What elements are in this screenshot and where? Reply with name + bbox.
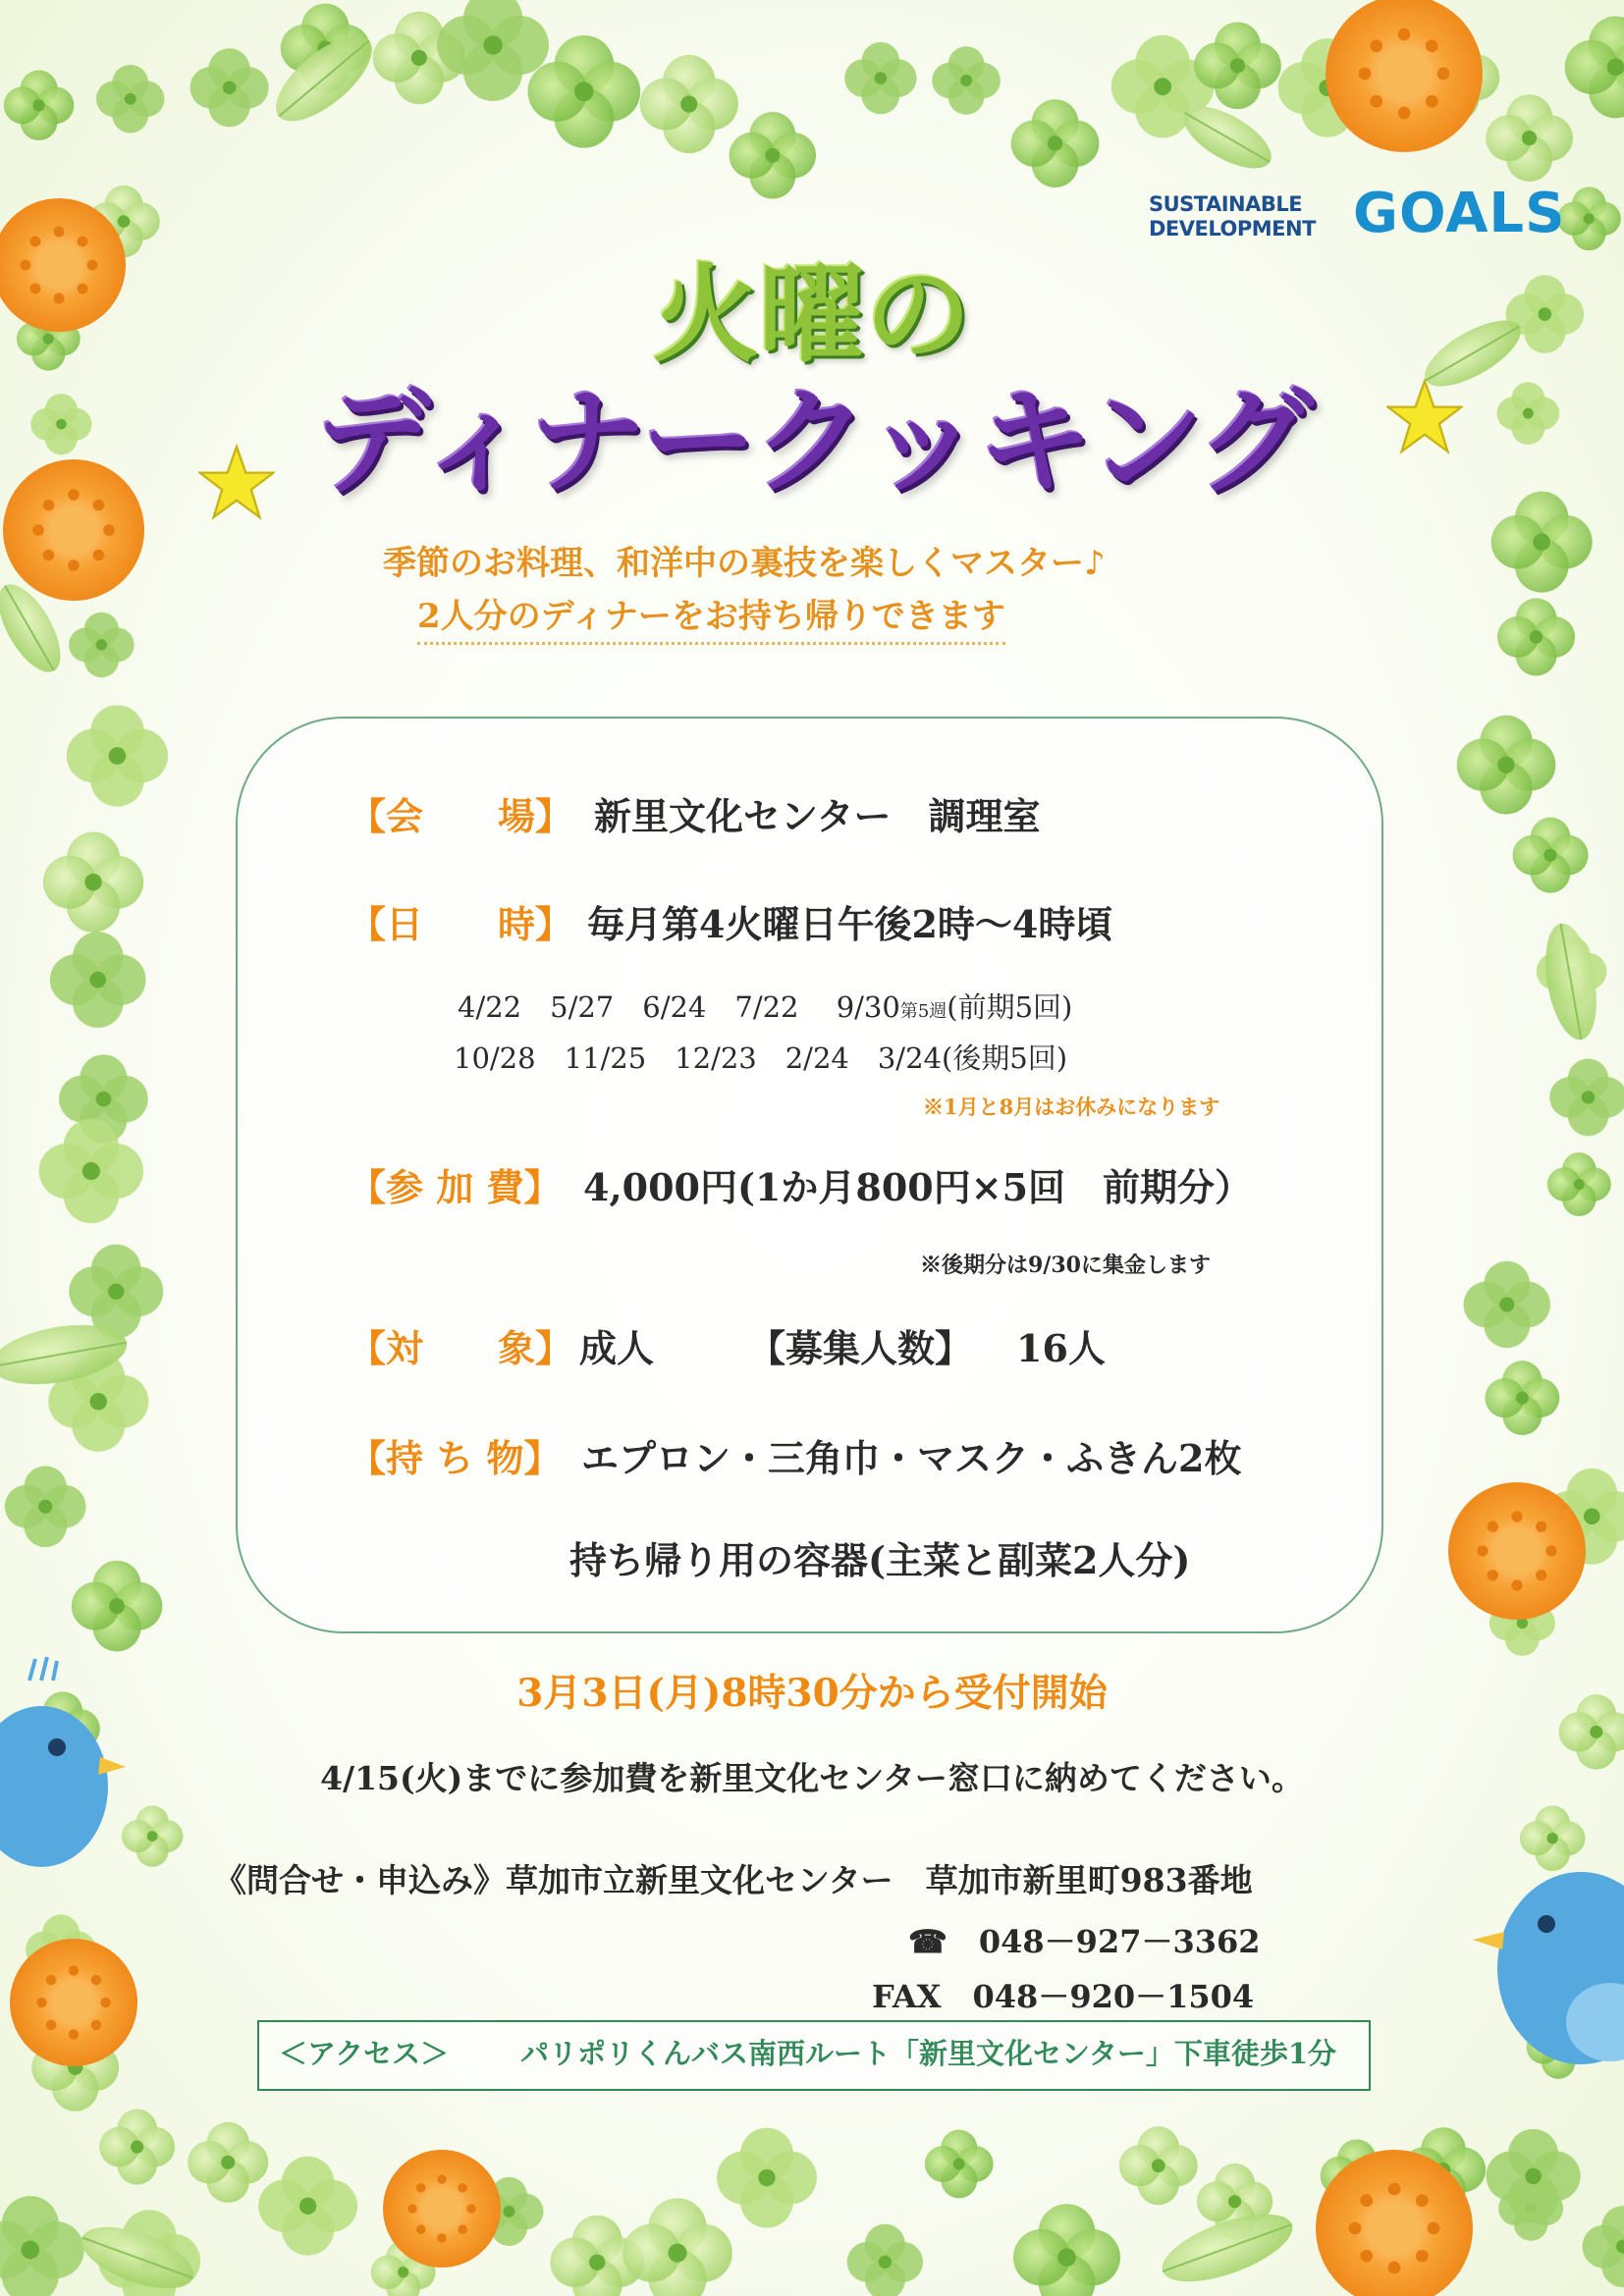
venue-value: 新里文化センター 調理室 <box>594 794 1041 838</box>
dates-first-half <box>458 988 1072 1032</box>
fax-number: 048－920－1504 <box>972 1978 1255 2015</box>
accept-start-text: 3月3日(月)8時30分から受付開始 <box>516 1671 1108 1716</box>
fifth-week-mark: 第5週 <box>899 1001 947 1022</box>
clover-icon <box>0 2196 84 2296</box>
clover-icon <box>1549 1059 1624 1137</box>
subtitle-line1: 季節のお料理、和洋中の裏技を楽しくマスター♪ <box>383 544 1106 583</box>
first-half-count: (前期5回) <box>947 990 1073 1024</box>
clover-icon <box>1497 598 1575 675</box>
sdgs-line1: SUSTAINABLE <box>1149 192 1303 216</box>
fee-value: 4,000円(1か月800円×5回 前期分） <box>583 1165 1253 1209</box>
sdgs-line2: DEVELOPMENT <box>1149 217 1316 240</box>
star-icon-left <box>198 444 275 520</box>
phone-icon: ☎ <box>908 1923 947 1960</box>
clover-icon <box>1491 492 1593 593</box>
clover-icon <box>1464 1261 1550 1348</box>
blue-bird-right <box>1473 1872 1624 2064</box>
clover-icon <box>258 2157 357 2256</box>
contact-text: 《問合せ・申込み》草加市立新里文化センター 草加市新里町983番地 <box>214 1861 1253 1899</box>
clover-icon <box>67 705 168 806</box>
bring-value-2: 持ち帰り用の容器(主菜と副菜2人分) <box>569 1538 1191 1582</box>
tel-line <box>908 1920 1261 1963</box>
fax-label: FAX <box>872 1978 942 2015</box>
clover-icon <box>1013 2204 1120 2296</box>
clover-icon <box>1565 17 1624 119</box>
title-line1: 火曜の <box>652 254 971 377</box>
clover-icon <box>730 112 816 198</box>
dates-first-list: 4/22 5/27 6/24 7/22 9/30 <box>458 990 900 1024</box>
clover-icon <box>1583 2206 1624 2287</box>
clover-icon <box>1457 716 1556 815</box>
clover-icon <box>69 1245 163 1339</box>
clover-icon <box>96 65 165 133</box>
bring-value-1: エプロン・三角巾・マスク・ふきん2枚 <box>581 1436 1242 1480</box>
clover-icon <box>99 2109 175 2185</box>
tel-number: 048－927－3362 <box>978 1923 1261 1960</box>
clover-icon <box>1011 99 1100 187</box>
access-label: ＜アクセス＞ <box>279 2037 450 2070</box>
clover-icon <box>1520 1805 1586 1871</box>
star-icon-right <box>1386 378 1463 454</box>
fee-note: ※後期分は9/30に集金します <box>920 1253 1211 1278</box>
clover-icon <box>640 55 738 153</box>
clover-icon <box>39 1119 143 1223</box>
subtitle-line2: 2人分のディナーをお持ち帰りできます <box>417 595 1005 645</box>
orange-flower-icon <box>1326 0 1483 152</box>
title-line2: ディナークッキング <box>314 374 1310 509</box>
datetime-value: 毎月第4火曜日午後2時～4時頃 <box>587 902 1113 946</box>
target-label: 【対 象】 <box>349 1326 573 1370</box>
capacity-label: 【募集人数】 <box>748 1326 973 1370</box>
dates-second-half: 10/28 11/25 12/23 2/24 3/24(後期5回) <box>454 1041 1068 1075</box>
access-box <box>257 2020 1371 2091</box>
clover-icon <box>1119 2126 1198 2205</box>
clover-icon <box>189 48 268 127</box>
orange-flower-icon <box>1448 1482 1586 1620</box>
clover-icon <box>932 46 1001 115</box>
clover-icon <box>43 832 143 933</box>
clover-icon <box>50 932 146 1028</box>
fax-line <box>872 1975 1254 2018</box>
clover-icon <box>5 1466 86 1547</box>
clover-icon <box>1557 187 1621 250</box>
clover-icon <box>717 2128 817 2228</box>
clover-icon <box>188 2122 268 2203</box>
clover-icon <box>1547 1152 1611 1216</box>
sdgs-logo <box>1149 182 1566 247</box>
clover-icon <box>844 42 916 114</box>
sdgs-logo-text <box>1149 192 1316 241</box>
fee-label: 【参 加 費】 <box>349 1165 562 1209</box>
bring-label: 【持 ち 物】 <box>349 1436 562 1480</box>
payment-deadline-text: 4/15(火)までに参加費を新里文化センター窓口に納めてください。 <box>320 1759 1304 1797</box>
target-value: 成人 <box>579 1326 655 1370</box>
leaf-icon <box>1538 920 1604 1044</box>
access-text: パリポリくんバス南西ルート「新里文化センター」下車徒歩1分 <box>520 2037 1337 2070</box>
clover-icon <box>122 1805 183 1866</box>
clover-icon <box>623 2198 732 2296</box>
clover-icon <box>1485 1361 1559 1435</box>
holiday-note: ※1月と8月はお休みになります <box>923 1095 1220 1119</box>
clover-icon <box>1513 818 1589 893</box>
venue-label: 【会 場】 <box>349 794 573 838</box>
orange-flower-icon <box>10 1939 137 2066</box>
sdgs-goals-text: GOALS <box>1353 182 1566 245</box>
capacity-value: 16人 <box>1016 1326 1106 1370</box>
clover-icon <box>1486 94 1573 182</box>
orange-flower-icon <box>383 2150 501 2268</box>
datetime-label: 【日 時】 <box>349 902 573 946</box>
clover-icon <box>925 2130 994 2199</box>
clover-icon <box>847 2224 923 2296</box>
clover-icon <box>69 613 134 677</box>
clover-icon <box>4 71 74 140</box>
clover-icon <box>72 1561 163 1652</box>
